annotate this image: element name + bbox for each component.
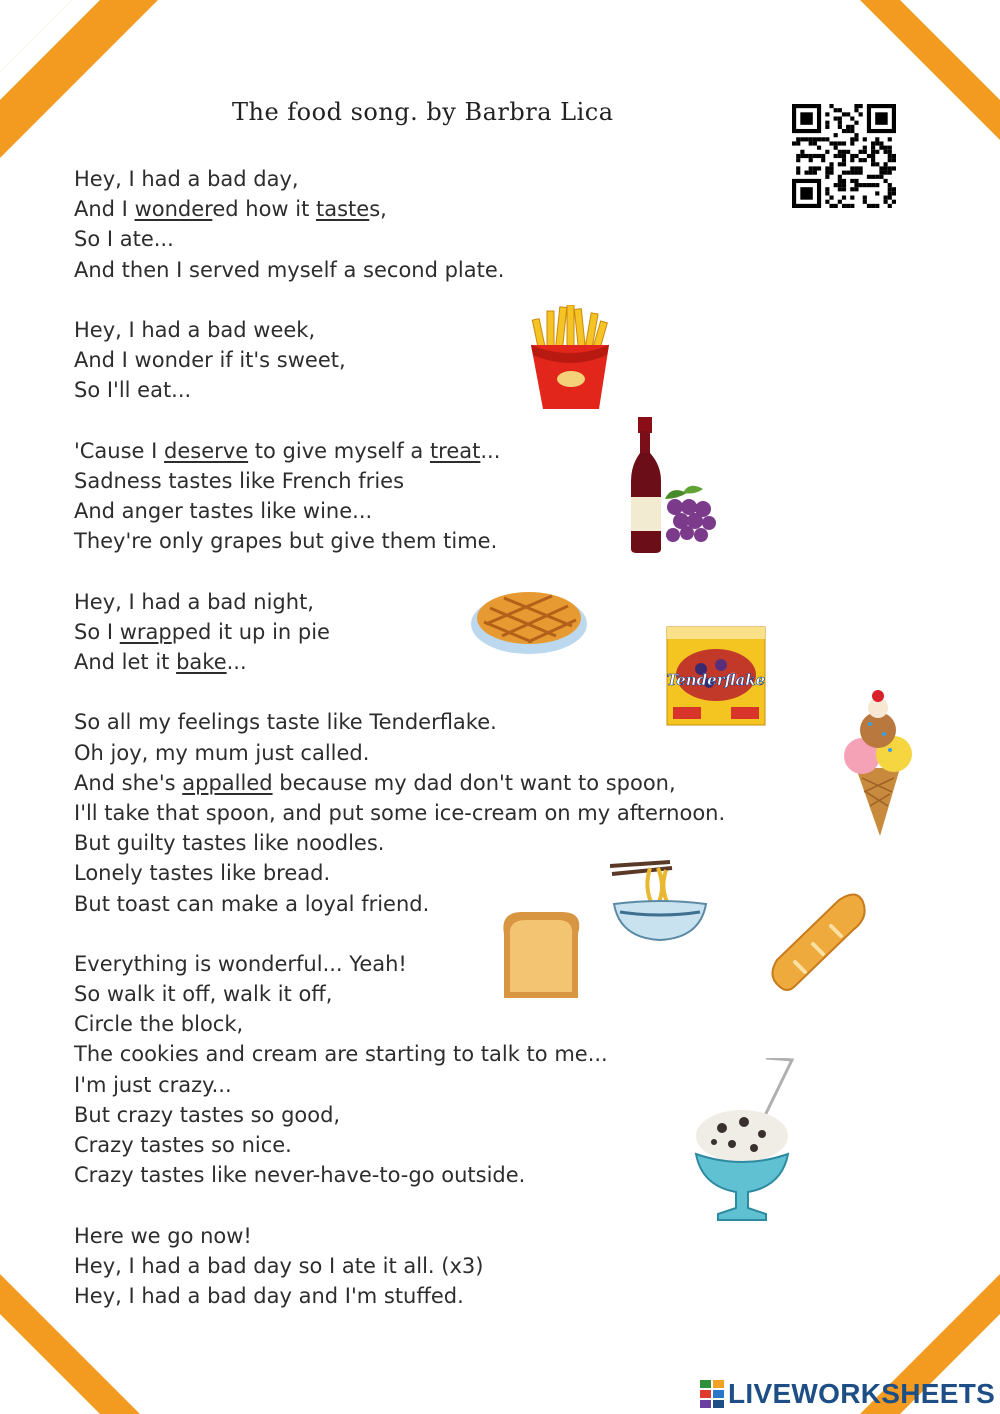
- tenderflake-box-label: Tenderflake: [666, 671, 766, 689]
- toast-icon: [498, 908, 584, 1002]
- lyric-line: Oh joy, my mum just called.: [74, 740, 370, 765]
- lyric-line: I'm just crazy...: [74, 1072, 232, 1097]
- lyric-line: And I wondered how it tastes,: [74, 197, 387, 222]
- stanza-gap: [74, 556, 725, 586]
- lyric-line: So I ate...: [74, 227, 174, 252]
- liveworksheets-brand-text: LIVEWORKSHEETS: [728, 1378, 996, 1409]
- lyric-line: The cookies and cream are starting to talk to me...: [74, 1042, 608, 1067]
- cookies-and-cream-sundae-icon: [692, 1058, 796, 1222]
- lyric-line: Hey, I had a bad night,: [74, 589, 314, 614]
- lyric-line: Sadness tastes like French fries: [74, 468, 405, 493]
- lyric-line: Hey, I had a bad day and I'm stuffed.: [74, 1283, 464, 1308]
- lyric-line: Crazy tastes so nice.: [74, 1133, 292, 1157]
- page-title: The food song. by Barbra Lica: [232, 98, 614, 126]
- lyric-line: Hey, I had a bad day,: [74, 167, 299, 191]
- lyric-line: Everything is wonderful... Yeah!: [74, 951, 407, 976]
- lyric-line: But toast can make a loyal friend.: [74, 891, 430, 916]
- underlined-word: treat: [429, 438, 481, 463]
- lyric-line: So all my feelings taste like Tenderflake.: [74, 710, 497, 735]
- stanza-gap: [74, 285, 725, 315]
- bread-baguette-icon: [765, 890, 867, 994]
- lyric-line: But guilty tastes like noodles.: [74, 831, 385, 856]
- ice-cream-cone-icon: [840, 688, 916, 838]
- underlined-word: taste: [316, 197, 370, 222]
- liveworksheets-logo-icon: [700, 1380, 724, 1408]
- underlined-word: wonder: [134, 197, 213, 222]
- lyric-line: And anger tastes like wine...: [74, 499, 373, 524]
- corner-ribbon-top-left: [0, 0, 160, 160]
- lyric-line: And then I served myself a second plate.: [74, 257, 505, 282]
- french-fries-icon: [525, 305, 615, 411]
- underlined-word: wrap: [119, 619, 172, 644]
- underlined-word: appalled: [182, 770, 273, 795]
- lyric-line: Hey, I had a bad week,: [74, 317, 316, 342]
- underlined-word: deserve: [164, 438, 249, 463]
- lyric-line: And she's appalled because my dad don't want to spoon,: [74, 770, 676, 795]
- wine-and-grapes-icon: [625, 415, 727, 555]
- lyric-line: But crazy tastes so good,: [74, 1102, 341, 1127]
- lyric-line: So I wrapped it up in pie: [74, 619, 330, 644]
- lyric-line: Crazy tastes like never-have-to-go outside.: [74, 1163, 526, 1188]
- lyric-line: And let it bake...: [74, 650, 247, 674]
- lyric-line: I'll take that spoon, and put some ice-cream on my afternoon.: [74, 800, 726, 825]
- stanza-gap: [74, 677, 725, 707]
- underlined-word: bake: [176, 650, 227, 674]
- lyric-line: They're only grapes but give them time.: [74, 529, 498, 554]
- pie-icon: [468, 584, 590, 658]
- lyric-line: So I'll eat...: [74, 378, 192, 403]
- stanza-gap: [74, 1190, 725, 1220]
- lyric-line: Here we go now!: [74, 1223, 252, 1248]
- lyric-line: Hey, I had a bad day so I ate it all. (x3): [74, 1253, 484, 1278]
- lyric-line: 'Cause I deserve to give myself a treat...: [74, 438, 501, 463]
- lyric-line: Circle the block,: [74, 1012, 244, 1037]
- lyric-line: So walk it off, walk it off,: [74, 982, 333, 1007]
- lyric-line: And I wonder if it's sweet,: [74, 348, 346, 373]
- tenderflake-box-icon: [665, 625, 767, 727]
- lyric-line: Lonely tastes like bread.: [74, 861, 331, 886]
- song-lyrics: [74, 164, 725, 1311]
- noodle-bowl-icon: [610, 858, 710, 942]
- liveworksheets-brand[interactable]: [700, 1378, 995, 1410]
- qr-code-icon[interactable]: [792, 104, 896, 208]
